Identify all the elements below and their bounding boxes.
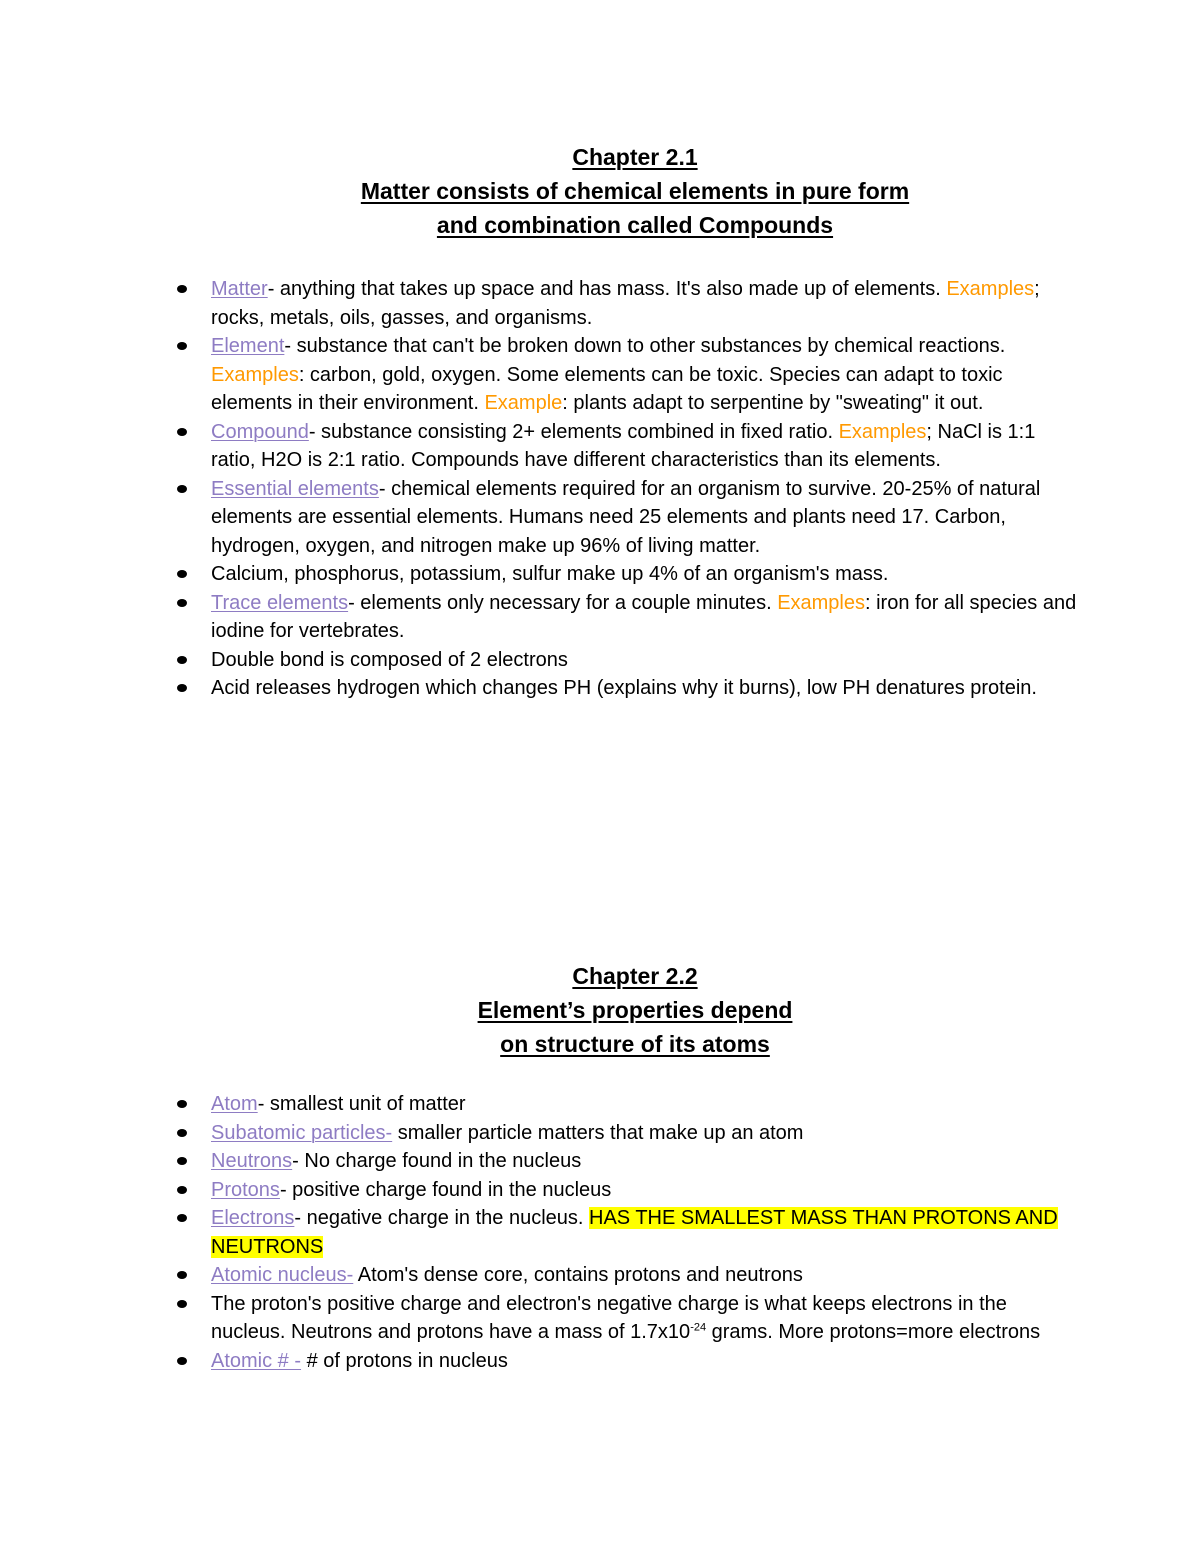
list-item: Matter- anything that takes up space and has mass. It's also made up of elements. Examples; rocks, metals, oils, gasses, and organisms. [211, 275, 1081, 332]
chapter-subtitle: Element’s properties depend [477, 997, 793, 1023]
chapter-subtitle: Matter consists of chemical elements in pure form [360, 178, 910, 204]
term-matter: Matter [211, 278, 268, 300]
chapter-subtitle: on structure of its atoms [500, 1031, 770, 1057]
list-item: Neutrons- No charge found in the nucleus [211, 1147, 1081, 1176]
list-item: Compound- substance consisting 2+ elements combined in fixed ratio. Examples; NaCl is 1:1 ratio, H2O is 2:1 ratio. Compounds have different characteristics than its elements. [211, 418, 1081, 475]
list-item: Atomic nucleus- Atom's dense core, contains protons and neutrons [211, 1261, 1081, 1290]
term-atomic-nucleus: Atomic nucleus- [211, 1264, 354, 1286]
term-essential-elements: Essential elements [211, 477, 379, 500]
list-item: Acid releases hydrogen which changes PH (explains why it burns), low PH denatures protein. [211, 674, 1081, 703]
example-label: Examples [777, 591, 865, 614]
term-subatomic-particles: Subatomic particles- [211, 1121, 393, 1144]
example-label: Examples [838, 420, 927, 443]
chapter-2-2-list [211, 1090, 1081, 1375]
list-item: Double bond is composed of 2 electrons [211, 646, 1081, 675]
list-item: Essential elements- chemical elements required for an organism to survive. 20-25% of natural elements are essential elements. Humans need 25 elements and plants need 17. Carbon, hydrogen, oxygen, and nitrogen make up 96% of living matter. [211, 475, 1081, 561]
term-electrons: Electrons [211, 1207, 295, 1229]
highlighted-text: HAS THE SMALLEST MASS THAN PROTONS AND NEUTRONS [211, 1207, 1058, 1258]
term-atomic-number: Atomic # - [211, 1349, 302, 1372]
term-neutrons: Neutrons [211, 1150, 293, 1172]
list-item: Atomic # - # of protons in nucleus [211, 1347, 1081, 1376]
term-trace-elements: Trace elements [211, 591, 349, 614]
term-atom: Atom [211, 1093, 258, 1115]
list-item: Trace elements- elements only necessary for a couple minutes. Examples: iron for all species and iodine for vertebrates. [211, 589, 1081, 646]
list-item: Electrons- negative charge in the nucleus. HAS THE SMALLEST MASS THAN PROTONS AND NEUTRONS [211, 1204, 1081, 1261]
chapter-title: Chapter 2.1 [572, 144, 698, 170]
chapter-subtitle: and combination called Compounds [436, 212, 834, 238]
list-item: Subatomic particles- smaller particle matters that make up an atom [211, 1119, 1081, 1148]
term-compound: Compound [211, 420, 309, 443]
exponent: -24 [690, 1321, 707, 1334]
example-label: Examples [211, 363, 299, 386]
chapter-2-1-list [211, 275, 1081, 703]
list-item: Atom- smallest unit of matter [211, 1090, 1081, 1119]
chapter-title: Chapter 2.2 [572, 963, 698, 989]
term-element: Element [211, 335, 285, 357]
list-item: Protons- positive charge found in the nucleus [211, 1176, 1081, 1205]
chapter-2-2-heading [0, 959, 1200, 1061]
term-protons: Protons [211, 1178, 280, 1201]
example-label: Example [484, 392, 563, 414]
chapter-2-1-heading [0, 140, 1200, 242]
list-item: Element- substance that can't be broken down to other substances by chemical reactions. Examples: carbon, gold, oxygen. Some elements can be toxic. Species can adapt to toxic elements in their environment. Example: plants adapt to serpentine by "sweating" it out. [211, 332, 1081, 418]
list-item: The proton's positive charge and electron's negative charge is what keeps electrons in the nucleus. Neutrons and protons have a mass of $1.7x10^{-24}$ grams. More protons=more electrons [211, 1290, 1081, 1347]
example-label: Examples [946, 278, 1035, 300]
list-item: Calcium, phosphorus, potassium, sulfur make up 4% of an organism's mass. [211, 560, 1081, 589]
